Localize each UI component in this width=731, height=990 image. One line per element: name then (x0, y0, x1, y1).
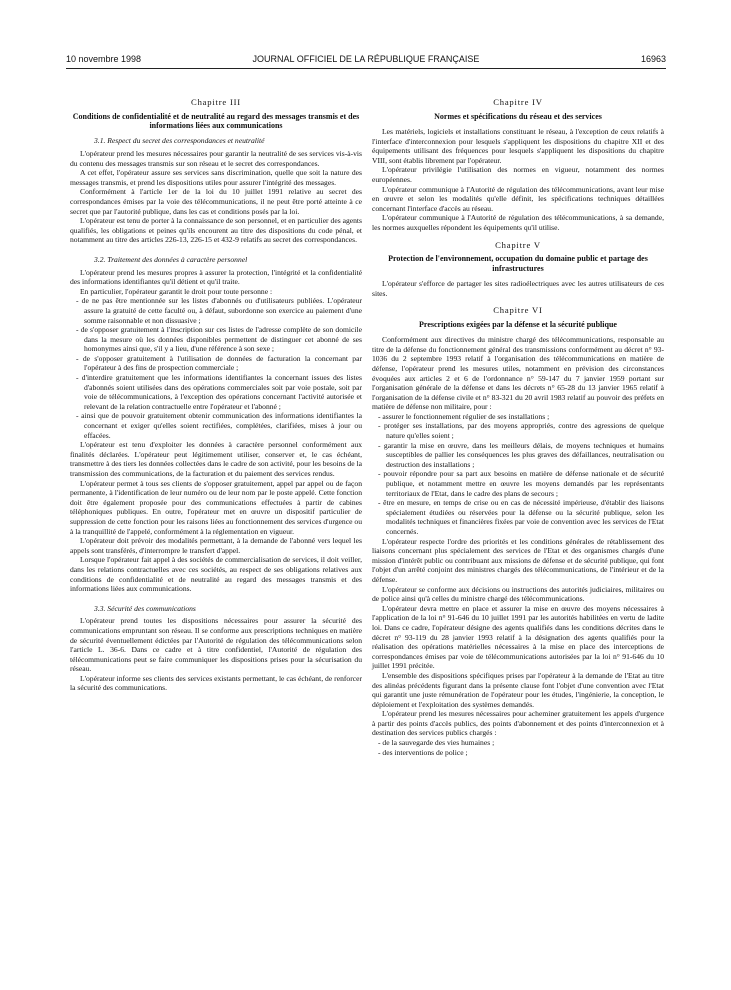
chapter-title: Protection de l'environnement, occupation du domaine public et partage des infrastructures (388, 254, 648, 273)
section-title: 3.3. Sécurité des communications (94, 603, 196, 613)
header-date: 10 novembre 1998 (66, 54, 142, 64)
chapter-title: Normes et spécifications du réseau et des services (434, 111, 602, 121)
list-item: - des interventions de police ; (378, 747, 468, 757)
paragraph: L'ensemble des dispositions spécifiques prises par l'opérateur à la demande de l'Etat au titre des alinéas précédents figurant dans la présente clause font l'objet d'une convention avec l'Etat qui garantit une juste rémunération de l'opérateur pour les études, l'ingénierie, la conception, le déploiement et l'exploitation des systèmes demandés. (372, 670, 664, 709)
paragraph: Conformément à l'article 1er de la loi du 10 juillet 1991 relative au secret des correspondances émises par la voie des télécommunications, il ne peut être porté atteinte à ce secret que par l'autorité publique, dans les cas et conditions posés par la loi. (70, 187, 362, 216)
list-item: - assurer le fonctionnement régulier de ses installations ; (378, 411, 550, 421)
list-item: - pouvoir répondre pour sa part aux besoins en matière de défense nationale et de sécurité publique, et notamment mettre en œuvre les moyens demandés par les représentants territoriaux de l'Etat, dans le cadre des plans de secours ; (378, 469, 664, 498)
paragraph: L'opérateur devra mettre en place et assurer la mise en œuvre des moyens nécessaires à l'application de la loi n° 91-646 du 10 juillet 1991 par les autorités habilitées en vertu de ladite loi. Dans ce cadre, l'opérateur désigne des agents qualifiés dans les conditions décrites dans le décret n° 93-119 du 28 janvier 1993 relatif à la désignation des agents qualifiés pour la réalisation des opérations matérielles nécessaires à la mise en place des interceptions de correspondances émises par voie de télécommunications autorisées par la loi n° 91-646 du 10 juillet 1991 précitée. (372, 603, 664, 671)
chapter-title: Prescriptions exigées par la défense et la sécurité publique (419, 319, 617, 329)
paragraph: L'opérateur prend les mesures nécessaires pour acheminer gratuitement les appels d'urgence à partir des points d'accès publics, des points d'abonnement et des points d'interconnexion et à destination des services publics chargés : (372, 709, 664, 738)
paragraph: L'opérateur informe ses clients des services existants permettant, le cas échéant, de renforcer la sécurité des communications. (70, 673, 362, 693)
paragraph: Lorsque l'opérateur fait appel à des sociétés de commercialisation de services, il doit veiller, dans les relations contractuelles avec ces sociétés, au respect de ses obligations relatives aux conditions de confidentialité et de neutralité au regard des messages transmis et des informations liées aux communications. (70, 555, 362, 594)
paragraph: Conformément aux directives du ministre chargé des télécommunications, responsable au titre de la défense du fonctionnement général des transmissions conformément au décret n° 93-1036 du 2 septembre 1993 relatif à l'organisation des télécommunications en matière de défense, l'opérateur prend les mesures utiles, notamment en prévision des circonstances évoquées aux articles 2 et 6 de l'ordonnance n° 59-147 du 7 janvier 1959 portant sur l'organisation générale de la défense et dans les décrets n° 65-28 du 13 janvier 1965 relatif à l'organisation de la défense civile et n° 83-321 du 20 avril 1983 relatif au pouvoir des préfets en matière de défense non militaire, pour : (372, 335, 664, 412)
chapter-heading: Chapitre VI (493, 305, 543, 316)
paragraph: En particulier, l'opérateur garantit le droit pour toute personne : (80, 286, 273, 296)
chapter-heading: Chapitre IV (493, 97, 543, 107)
right-column (372, 98, 664, 757)
paragraph: L'opérateur est tenu d'exploiter les données à caractère personnel conformément aux finalités déclarées. L'opérateur peut légitimement utiliser, conserver et, le cas échéant, transmettre à des tiers les données collectées dans le cadre de son activité, pour les besoins de la transmission des communications, de la facturation et du paiement des services rendus. (70, 440, 362, 478)
list-item: - d'interdire gratuitement que les informations identifiantes la concernant issues des listes d'abonnés soient utilisées dans des opérations commerciales soit par voie postale, soit par voie de télécommunications, à l'exception des opérations concernant l'activité autorisée et relevant de la relation contractuelle entre l'opérateur et l'abonné ; (76, 373, 362, 411)
paragraph: L'opérateur est tenu de porter à la connaissance de son personnel, et en particulier des agents qualifiés, les obligations et peines qu'ils encourent au titre des dispositions du code pénal, et notamment au titre des articles 226-13, 226-15 et 432-9 relatifs au secret des correspondances. (70, 216, 362, 245)
paragraph: L'opérateur doit prévoir des modalités permettant, à la demande de l'abonné vers lequel les appels sont transférés, d'interrompre le transfert d'appel. (70, 536, 362, 555)
paragraph: L'opérateur permet à tous ses clients de s'opposer gratuitement, appel par appel ou de façon permanente, à l'identification de leur numéro ou de leur nom par le poste appelé. Cette fonction doit être également proposée pour des communications effectuées à partir de cabines téléphoniques publiques. En outre, l'opérateur met en œuvre un dispositif particulier de suppression de cette fonction pour les raisons liées au fonctionnement des services d'urgence ou à la tranquillité de l'appelé, conformément à la réglementation en vigueur. (70, 478, 362, 536)
chapter-heading: Chapitre V (495, 239, 541, 250)
list-item: - ainsi que de pouvoir gratuitement obtenir communication des informations identifiantes la concernant et exiger qu'elles soient rectifiées, complétées, clarifiées, mises à jour ou effacées. (76, 411, 362, 440)
paragraph: L'opérateur se conforme aux décisions ou instructions des autorités judiciaires, militaires ou de police ainsi qu'à celles du ministre chargé des télécommunications. (372, 584, 664, 604)
rights-list (70, 296, 362, 440)
section-title: 3.1. Respect du secret des correspondances et neutralité (94, 136, 265, 146)
paragraph: L'opérateur prend toutes les dispositions nécessaires pour assurer la sécurité des communications empruntant son réseau. Il se conforme aux prescriptions techniques en matière de sécurité éventuellement édictées par l'Autorité de régulation des télécommunications selon l'article L. 36-6. Dans ce cadre et à titre confidentiel, l'Autorité de régulation des télécommunications peut se faire communiquer les dispositions prises pour la sécurisation du réseau. (70, 616, 362, 674)
paragraph: L'opérateur communique à l'Autorité de régulation des télécommunications, avant leur mise en œuvre et selon les modalités qu'elle définit, les spécifications techniques détaillées concernant l'interface d'accès au réseau. (372, 184, 664, 213)
emergency-services-list (372, 738, 664, 757)
section-title: 3.2. Traitement des données à caractère personnel (94, 254, 248, 264)
list-item: - de s'opposer gratuitement à l'inscription sur ces listes de l'adresse complète de son domicile dans la mesure où les données disponibles permettent de distinguer cet abonné de ses homonymes ainsi que, s'il y a lieu, d'une référence à son sexe ; (76, 325, 362, 354)
header-page-number: 16963 (640, 54, 666, 64)
page-header (66, 54, 666, 69)
paragraph: L'opérateur communique à l'Autorité de régulation des télécommunications, à sa demande, les normes auxquelles répondent les équipements qu'il utilise. (372, 213, 664, 232)
chapter-title: Conditions de confidentialité et de neutralité au regard des messages transmis et des informations liées aux communications (72, 111, 360, 130)
paragraph: L'opérateur respecte l'ordre des priorités et les conditions générales de rétablissement des liaisons concernant plus spécialement des services de l'Etat et des organismes chargés d'une mission d'intérêt public ou contribuant aux missions de défense et de sécurité publique, qui font l'objet d'un arrêté conjoint des ministres chargés des télécommunications, de l'intérieur et de la défense. (372, 536, 664, 584)
paragraph: L'opérateur privilégie l'utilisation des normes en vigueur, notamment des normes européennes. (372, 165, 664, 184)
paragraph: L'opérateur prend les mesures propres à assurer la protection, l'intégrité et la confidentialité des informations identifiantes qu'il détient et qu'il traite. (70, 267, 362, 287)
list-item: - être en mesure, en temps de crise ou en cas de nécessité impérieuse, d'établir des liaisons spécialement étudiées ou réservées pour la défense ou la sécurité publique, selon les modalités techniques et financières fixées par voie de convention avec les services de l'Etat concernés. (378, 498, 664, 536)
paragraph: L'opérateur prend les mesures nécessaires pour garantir la neutralité de ses services vis-à-vis du contenu des messages transmis sur son réseau et le secret des correspondances. (70, 149, 362, 168)
chapter-heading: Chapitre III (191, 97, 241, 107)
paragraph: A cet effet, l'opérateur assure ses services sans discrimination, quelle que soit la nature des messages transmis, et prend les dispositions utiles pour assurer l'intégrité des messages. (70, 168, 362, 187)
list-item: - protéger ses installations, par des moyens appropriés, contre des agressions de quelque nature qu'elles soient ; (378, 421, 664, 441)
paragraph: L'opérateur s'efforce de partager les sites radioélectriques avec les autres utilisateurs de ces sites. (372, 278, 664, 298)
left-column (70, 98, 362, 693)
header-journal-title: JOURNAL OFFICIEL DE LA RÉPUBLIQUE FRANÇAISE (252, 54, 480, 64)
list-item: - de la sauvegarde des vies humaines ; (378, 738, 495, 748)
list-item: - garantir la mise en œuvre, dans les meilleurs délais, de moyens techniques et humains susceptibles de pallier les conséquences les plus graves des défaillances, neutralisation ou destruction des installations ; (378, 440, 664, 469)
paragraph: Les matériels, logiciels et installations constituant le réseau, à l'exception de ceux relatifs à l'interface d'interconnexion pour lesquels s'appliquent les dispositions du chapitre XII et des équipements utilisant des fréquences pour lesquels s'appliquent les dispositions du chapitre VIII, sont établis librement par l'opérateur. (372, 127, 664, 165)
defense-measures-list (372, 412, 664, 537)
list-item: - de s'opposer gratuitement à l'utilisation de données de facturation la concernant par l'opérateur à des fins de prospection commerciale ; (76, 353, 362, 373)
list-item: - de ne pas être mentionnée sur les listes d'abonnés ou d'utilisateurs publiées. L'opérateur assure la gratuité de cette faculté ou, à défaut, subordonne son exercice au paiement d'une somme raisonnable et non dissuasive ; (76, 296, 362, 325)
